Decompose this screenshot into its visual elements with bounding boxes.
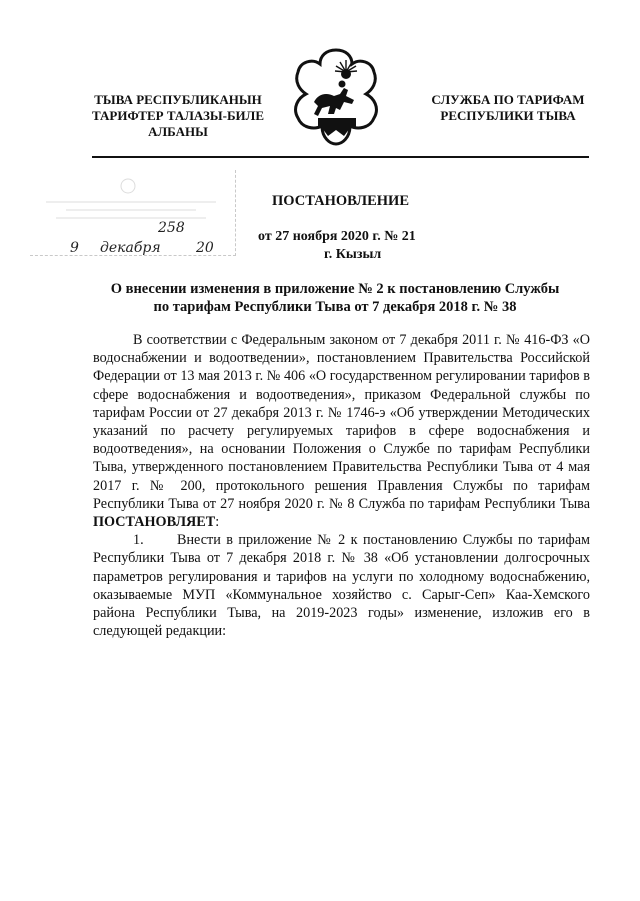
clause-1-paragraph — [93, 531, 590, 640]
document-type: ПОСТАНОВЛЕНИЕ — [272, 193, 410, 209]
clause-1-number: 1. — [133, 532, 144, 549]
handwritten-registration-number: 258 — [158, 220, 185, 236]
preamble-text: В соответствии с Федеральным законом от 7 декабря 2011 г. № 416-ФЗ «О водоснабжении и водоотведении», постановлением Правительства Российской Федерации от 13 мая 2013 г. № 406 «О государственном регулировании тарифов в сфере водоснабжения и водоотведения», приказом Федеральной службы по тарифам России от 27 декабря 2013 г. № 1746-э «Об утверждении Методических указаний по расчету регулируемых тарифов в сфере водоснабжения и водоотведения», на основании Положения о Службе по тарифам Республики Тыва, утвержденного постановлением Правительства Республики Тыва от 4 мая 2017 г. № 200, протокольного решения Правления Службы по тарифам Республики Тыва от 27 ноября 2020 г. № 8 Служба по тарифам Республики Тыва — [93, 332, 590, 512]
document-title — [60, 280, 610, 316]
title-line-2: по тарифам Республики Тыва от 7 декабря 2018 г. № 38 — [153, 299, 517, 315]
preamble-colon: : — [215, 514, 220, 531]
handwritten-year: 20 — [196, 240, 214, 256]
header-left-line-2: ТАРИФТЕР ТАЛАЗЫ-БИЛЕ — [91, 108, 265, 123]
header-left-line-3: АЛБАНЫ — [148, 124, 208, 139]
tuva-coat-of-arms-icon — [288, 44, 384, 148]
document-city: г. Кызыл — [324, 247, 382, 262]
header-divider — [92, 156, 589, 158]
header-right-org-name — [418, 92, 598, 124]
header-left-org-name — [78, 92, 278, 140]
document-body — [93, 331, 590, 640]
preamble-paragraph — [93, 331, 590, 531]
resolves-keyword: ПОСТАНОВЛЯЕТ — [93, 514, 216, 531]
document-date-number: от 27 ноября 2020 г. № 21 — [258, 229, 416, 244]
clause-1-text: Внести в приложение № 2 к постановлению Службы по тарифам Республики Тыва от 7 декабря 2018 г. № 38 «Об установлении долгосрочных параметров регулирования и тарифов на услуги по холодному водоснабжению, оказываемые МУП «Коммунальное хозяйство с. Сарыг-Сеп» Каа-Хемского района Республики Тыва, на 2019-2023 годы» изменение, изложив его в следующей редакции: — [93, 532, 590, 640]
header-right-line-1: СЛУЖБА ПО ТАРИФАМ — [431, 92, 585, 107]
header-right-line-2: РЕСПУБЛИКИ ТЫВА — [440, 108, 576, 123]
header-left-line-1: ТЫВА РЕСПУБЛИКАНЫН — [94, 92, 262, 107]
handwritten-month: декабря — [100, 240, 161, 256]
handwritten-day: 9 — [70, 240, 79, 256]
title-line-1: О внесении изменения в приложение № 2 к постановлению Службы — [110, 281, 560, 297]
stamp-faint-marks-icon — [36, 176, 226, 226]
